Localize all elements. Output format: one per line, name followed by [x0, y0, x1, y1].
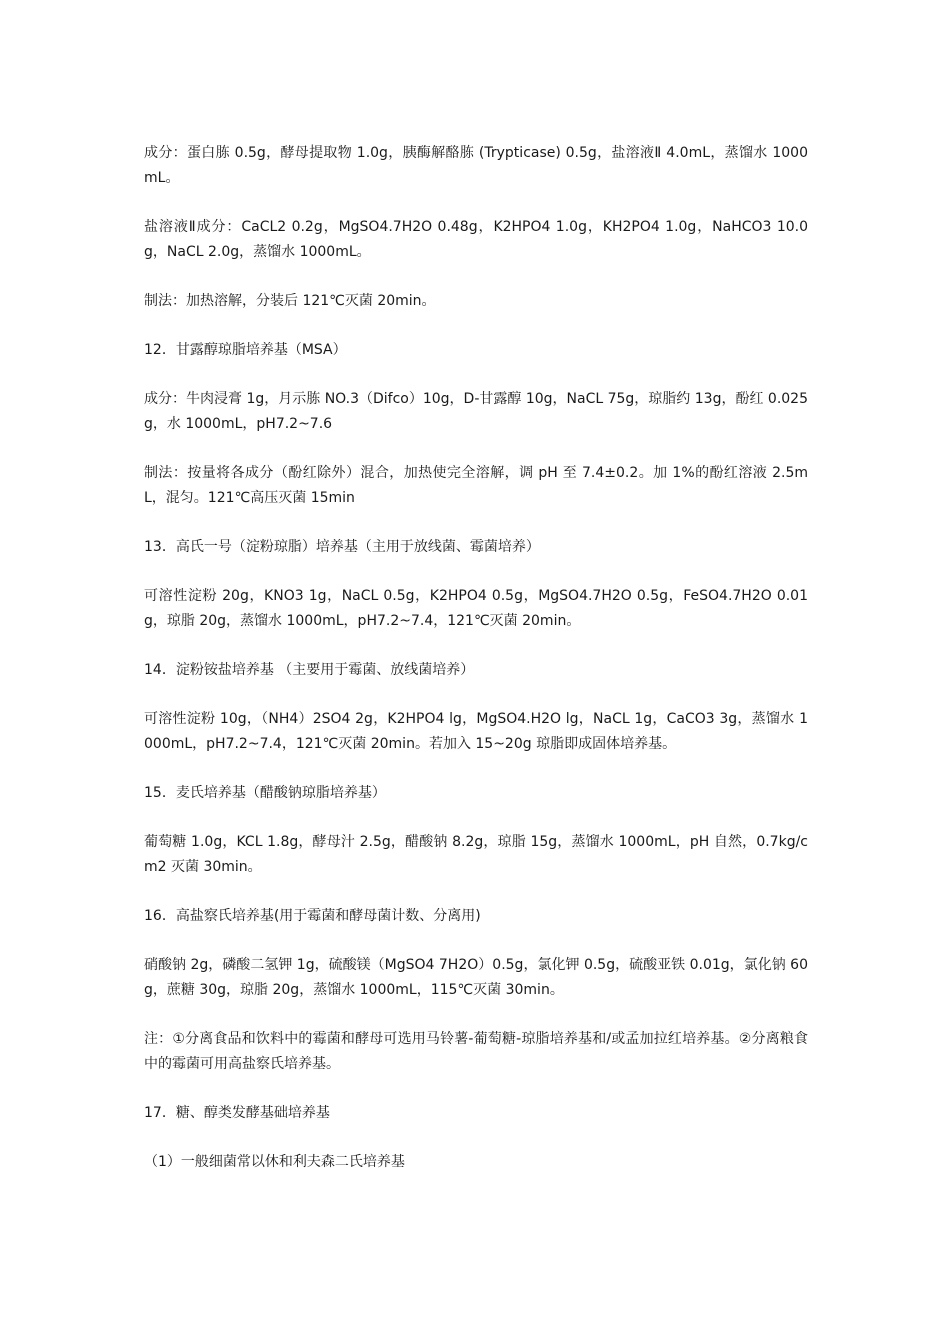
section-heading-14: 14．淀粉铵盐培养基 （主要用于霉菌、放线菌培养） [144, 662, 475, 678]
paragraph-method: 制法：加热溶解，分装后 121℃灭菌 20min。 [144, 293, 436, 309]
section-heading-13: 13．高氏一号（淀粉琼脂）培养基（主用于放线菌、霉菌培养） [144, 539, 540, 555]
paragraph-composition-13: 可溶性淀粉 20g，KNO3 1g，NaCL 0.5g，K2HPO4 0.5g，MgSO4.7H2O 0.5g，FeSO4.7H2O 0.01g，琼脂 20g，蒸馏水 1000mL，pH7.2~7.4，121℃灭菌 20min。 [144, 588, 808, 629]
paragraph-salt-solution: 盐溶液Ⅱ成分：CaCL2 0.2g，MgSO4.7H2O 0.48g，K2HPO4 1.0g，KH2PO4 1.0g，NaHCO3 10.0g，NaCL 2.0g，蒸馏水 1000mL。 [144, 219, 808, 260]
paragraph-composition-14: 可溶性淀粉 10g，（NH4）2SO4 2g，K2HPO4 lg，MgSO4.H2O lg，NaCL 1g，CaCO3 3g，蒸馏水 1000mL，pH7.2~7.4，121℃灭菌 20min。若加入 15~20g 琼脂即成固体培养基。 [144, 711, 808, 752]
paragraph-composition-12: 成分：牛肉浸膏 1g，月示胨 NO.3（Difco）10g，D-甘露醇 10g，NaCL 75g，琼脂约 13g，酚红 0.025g，水 1000mL，pH7.2~7.6 [144, 391, 808, 432]
document-body [144, 141, 808, 1199]
paragraph-composition: 成分：蛋白胨 0.5g，酵母提取物 1.0g，胰酶解酪胨 (Trypticase) 0.5g，盐溶液Ⅱ 4.0mL，蒸馏水 1000mL。 [144, 145, 808, 186]
subsection-heading-17-1: （1）一般细菌常以休和利夫森二氏培养基 [144, 1154, 405, 1170]
section-heading-17: 17．糖、醇类发酵基础培养基 [144, 1105, 330, 1121]
section-heading-16: 16．高盐察氏培养基(用于霉菌和酵母菌计数、分离用) [144, 908, 481, 924]
paragraph-method-12: 制法：按量将各成分（酚红除外）混合，加热使完全溶解，调 pH 至 7.4±0.2。加 1%的酚红溶液 2.5mL，混匀。121℃高压灭菌 15min [144, 465, 808, 506]
paragraph-composition-16: 硝酸钠 2g，磷酸二氢钾 1g，硫酸镁（MgSO4 7H2O）0.5g，氯化钾 0.5g，硫酸亚铁 0.01g，氯化钠 60g，蔗糖 30g，琼脂 20g，蒸馏水 1000mL，115℃灭菌 30min。 [144, 957, 808, 998]
paragraph-composition-15: 葡萄糖 1.0g，KCL 1.8g，酵母汁 2.5g，醋酸钠 8.2g，琼脂 15g，蒸馏水 1000mL，pH 自然，0.7kg/cm2 灭菌 30min。 [144, 834, 808, 875]
section-heading-15: 15．麦氏培养基（醋酸钠琼脂培养基） [144, 785, 386, 801]
paragraph-note: 注：①分离食品和饮料中的霉菌和酵母可选用马铃薯-葡萄糖-琼脂培养基和/或孟加拉红培养基。②分离粮食中的霉菌可用高盐察氏培养基。 [144, 1031, 808, 1072]
section-heading-12: 12．甘露醇琼脂培养基（MSA） [144, 342, 347, 358]
